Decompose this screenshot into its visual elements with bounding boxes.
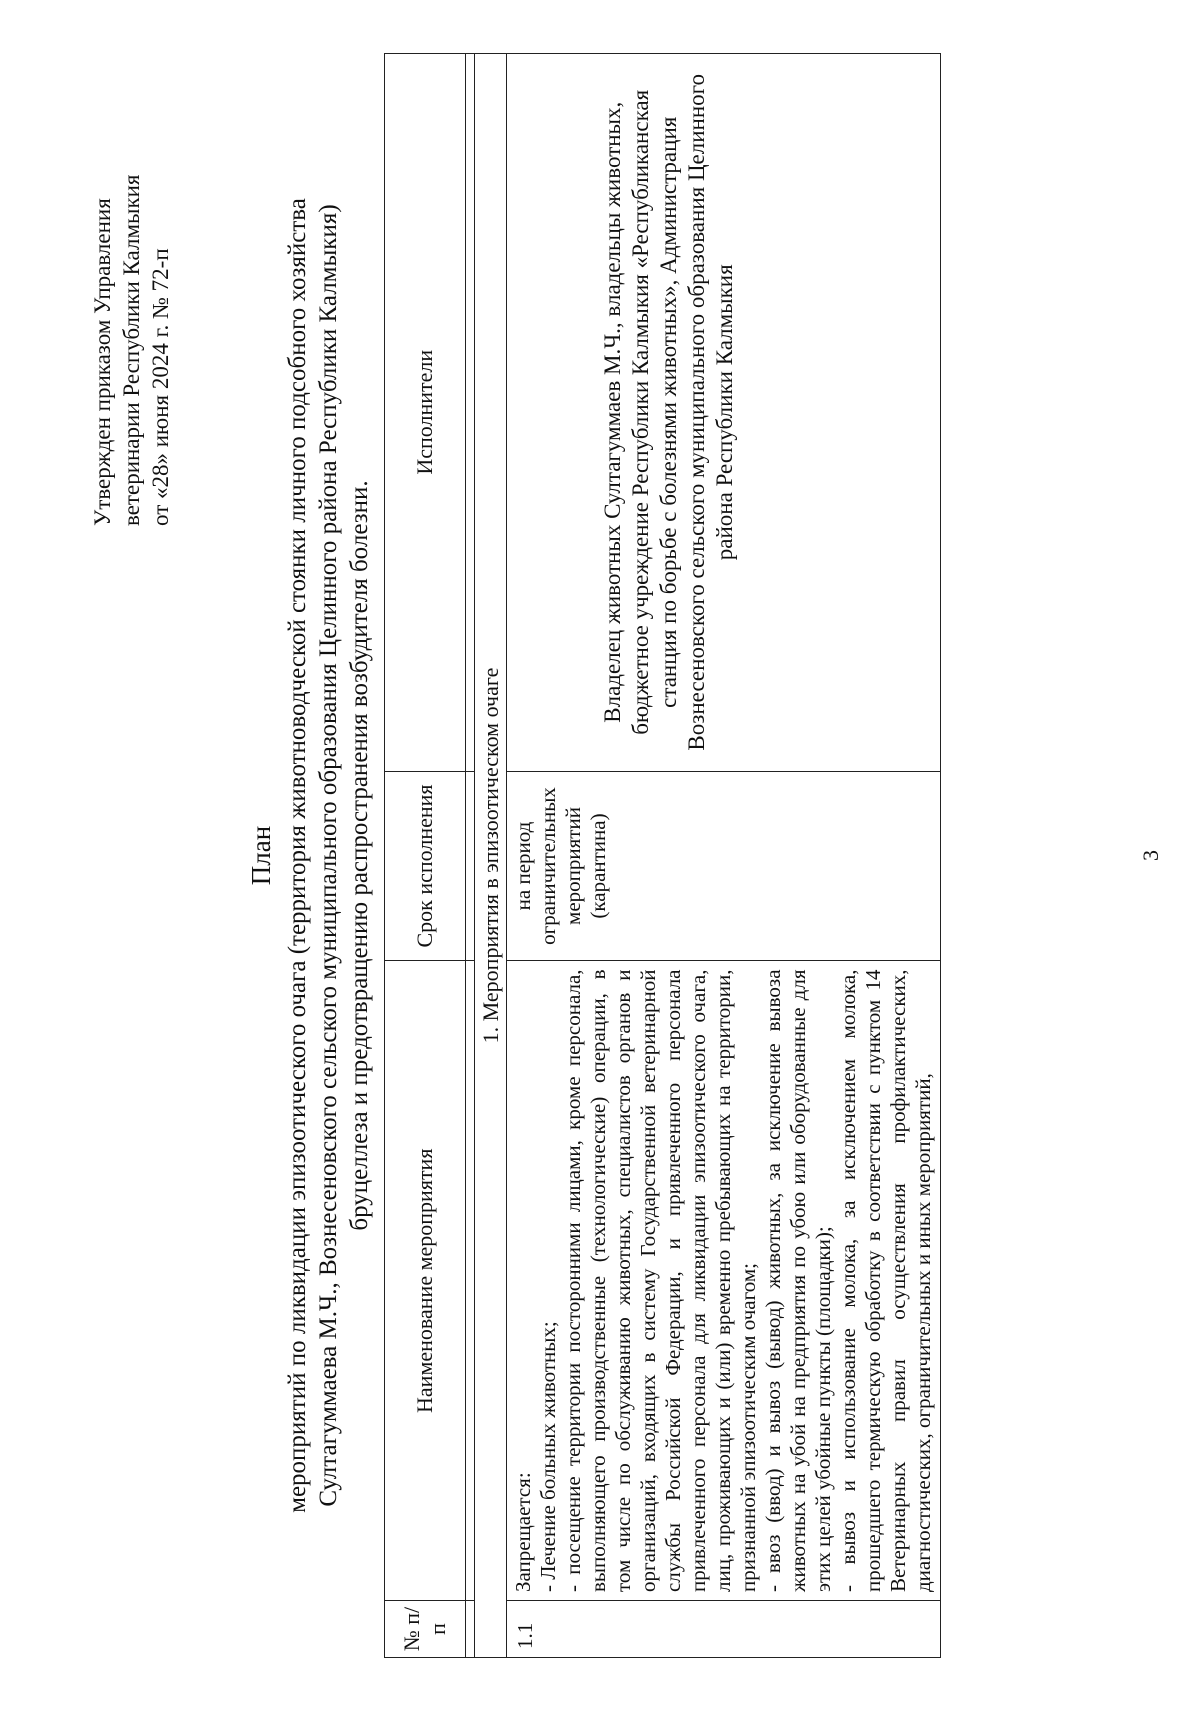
approval-line: от «28» июня 2024 г. № 72-п <box>148 248 173 526</box>
table-header-row <box>385 54 466 1658</box>
plan-title: План <box>246 825 276 886</box>
page-number: 3 <box>1138 850 1163 861</box>
measure-line: Запрещается: <box>511 1472 535 1593</box>
approval-line: Утвержден приказом Управления <box>90 198 115 526</box>
measure-line: - посещение территории посторонними лицами, кроме персонала, выполняющего производственные (технологические) операции, в том числе по обслуживанию животных, специалистов органов и организаций, входящих в систему Государственной ветеринарной службы Российской Федерации, и привлеченного персонала привлеченного персонала для ликвидации эпизоотического очага, лиц, проживающих и (или) временно пребывающих на территории, признанной эпизоотическим очагом; <box>561 969 760 1593</box>
table-row <box>507 54 941 1658</box>
section-row <box>475 54 507 1658</box>
plan-subtitle-line: мероприятий по ликвидации эпизоотического очага (территория животноводческой стоянки личного подсобного хозяйства <box>284 198 311 1513</box>
header-no: № п/п <box>385 1601 466 1658</box>
plan-subtitle-line: Султагуммаева М.Ч., Вознесеновского сельского муниципального образования Целинного района Республики Калмыкия) <box>315 204 342 1507</box>
row-executors: Владелец животных Султагуммаев М.Ч., владельцы животных, бюджетное учреждение Республики Калмыкия «Республиканская станция по борьбе с болезнями животных», Администрация Вознесеновского сельского муниципального образования Целинного района Республики Калмыкия <box>507 54 941 772</box>
header-name: Наименование мероприятия <box>385 961 466 1601</box>
approval-line: ветеринарии Республики Калмыкия <box>119 174 144 526</box>
row-number: 1.1 <box>507 1601 941 1658</box>
row-measure <box>507 961 941 1601</box>
header-executors: Исполнители <box>385 54 466 772</box>
measure-line: - ввоз (ввод) и вывоз (вывод) животных, за исключение вывоза животных на убой на предприятия по убою или оборудованные для этих целей убойные пункты (площадки); <box>761 969 835 1593</box>
approval-stamp <box>88 56 175 526</box>
header-term: Срок исполнения <box>385 771 466 961</box>
measure-line: - Лечение больных животных; <box>536 1321 560 1593</box>
measure-line: - вывоз и использование молока, за исключением молока, прошедшего термическую обработку в соответствии с пунктом 14 Ветеринарных правил осуществления профилактических, диагностических, ограничительных и иных мероприятий, <box>836 969 935 1593</box>
row-term: на период ограничительных мероприятий (карантина) <box>507 771 941 961</box>
plan-subtitle-line: бруцеллеза и предотвращению распространения возбудителя болезни. <box>346 480 373 1231</box>
plan-table <box>384 53 941 1658</box>
section-title: 1. Мероприятия в эпизоотическом очаге <box>475 54 507 1658</box>
plan-subtitle <box>282 50 375 1661</box>
table-spacer-row <box>466 54 475 1658</box>
